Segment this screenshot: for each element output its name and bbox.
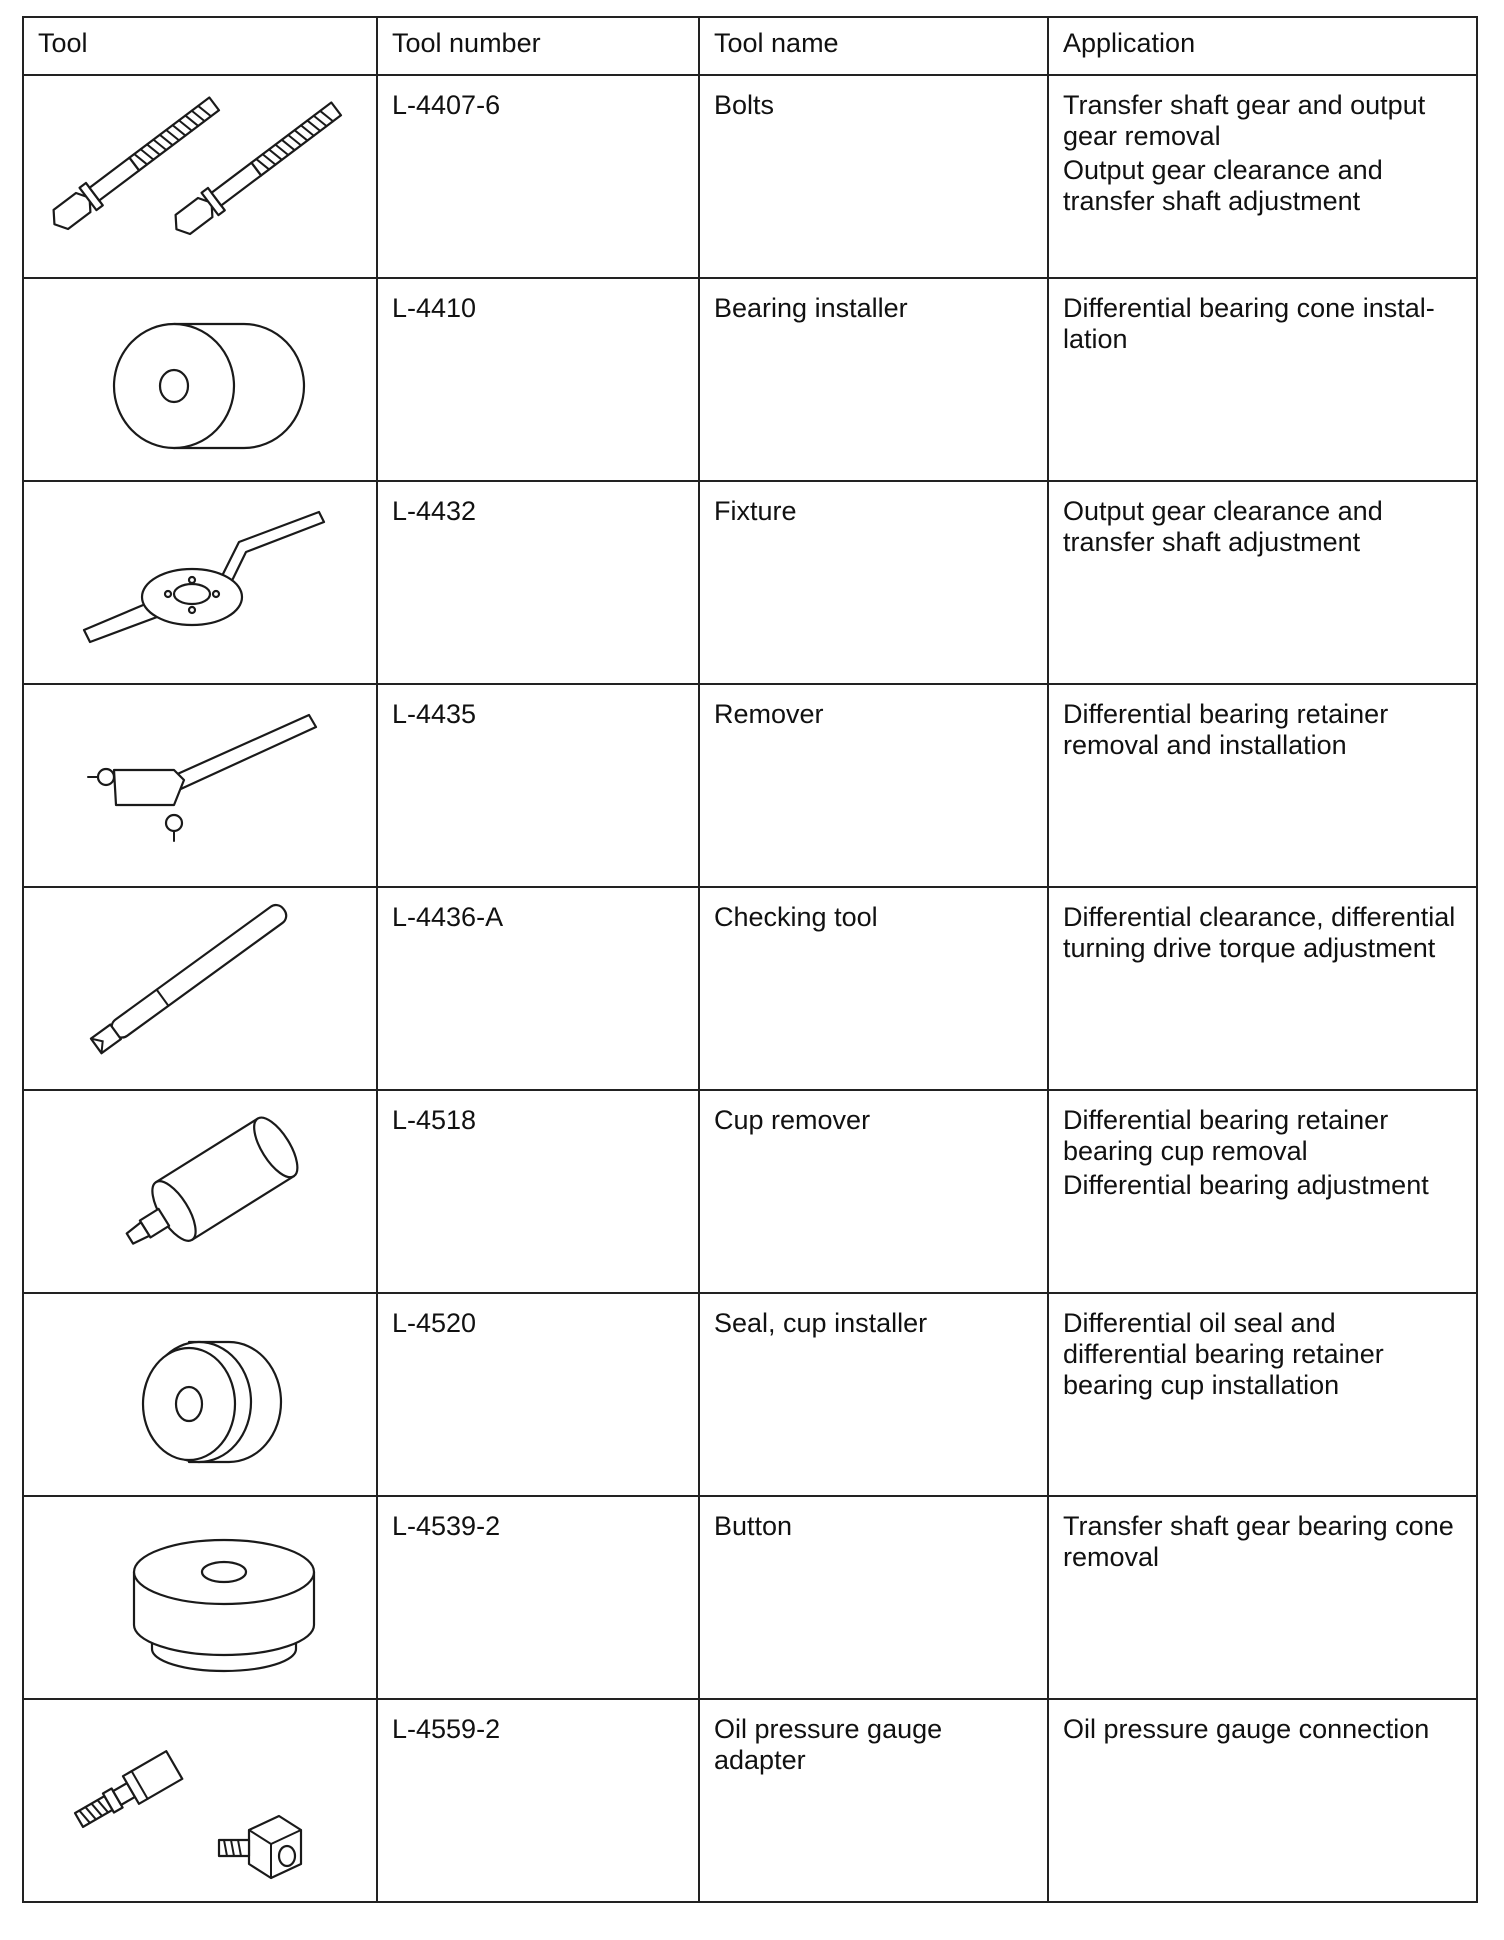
- tool-application: [1048, 887, 1477, 1090]
- tool-name: Checking tool: [699, 887, 1048, 1090]
- table-row: [23, 75, 1477, 278]
- table-row: [23, 1496, 1477, 1699]
- tool-application: [1048, 278, 1477, 481]
- application-line: Output gear clearance and transfer shaft adjustment: [1063, 155, 1383, 216]
- tool-illustration-cell: [23, 887, 377, 1090]
- tool-application: [1048, 481, 1477, 684]
- gauge-adapter-icon: [24, 1700, 376, 1900]
- header-application: Application: [1048, 17, 1477, 75]
- table-row: [23, 684, 1477, 887]
- tool-number: L-4407-6: [377, 75, 699, 278]
- tool-name: Cup remover: [699, 1090, 1048, 1293]
- tool-illustration-cell: [23, 1090, 377, 1293]
- tool-number: L-4520: [377, 1293, 699, 1496]
- tool-name: Remover: [699, 684, 1048, 887]
- tool-illustration-cell: [23, 1496, 377, 1699]
- special-tools-table: [22, 16, 1478, 1903]
- tool-number: L-4432: [377, 481, 699, 684]
- tool-application: [1048, 75, 1477, 278]
- table-row: [23, 1293, 1477, 1496]
- tool-application: [1048, 1699, 1477, 1902]
- application-line: Differential bearing cone instal-lation: [1063, 293, 1435, 354]
- tool-application: [1048, 1090, 1477, 1293]
- tool-name: Bolts: [699, 75, 1048, 278]
- tool-illustration-cell: [23, 1699, 377, 1902]
- table-row: [23, 1699, 1477, 1902]
- bolts-icon: [24, 76, 376, 276]
- tool-number: L-4435: [377, 684, 699, 887]
- application-line: Differential bearing retainer bearing cup removal: [1063, 1105, 1389, 1166]
- tool-name: Button: [699, 1496, 1048, 1699]
- tool-number: L-4539-2: [377, 1496, 699, 1699]
- seal-cup-installer-icon: [24, 1294, 376, 1494]
- cup-remover-icon: [24, 1091, 376, 1291]
- header-tool-name: Tool name: [699, 17, 1048, 75]
- tool-application: [1048, 1496, 1477, 1699]
- special-tools-table-sheet: [22, 16, 1476, 1903]
- tool-illustration-cell: [23, 75, 377, 278]
- table-row: [23, 887, 1477, 1090]
- application-line: Transfer shaft gear and output gear removal: [1063, 90, 1426, 151]
- tool-number: L-4559-2: [377, 1699, 699, 1902]
- button-icon: [24, 1497, 376, 1697]
- header-tool-number: Tool number: [377, 17, 699, 75]
- tool-number: L-4436-A: [377, 887, 699, 1090]
- application-line: Output gear clearance and transfer shaft adjustment: [1063, 496, 1383, 557]
- tool-illustration-cell: [23, 684, 377, 887]
- tool-application: [1048, 1293, 1477, 1496]
- table-row: [23, 278, 1477, 481]
- application-line: Transfer shaft gear bearing cone removal: [1063, 1511, 1454, 1572]
- checking-tool-icon: [24, 888, 376, 1088]
- tool-illustration-cell: [23, 1293, 377, 1496]
- tool-name: Oil pressure gauge adapter: [699, 1699, 1048, 1902]
- application-line: Differential bearing adjustment: [1063, 1170, 1429, 1200]
- tool-illustration-cell: [23, 481, 377, 684]
- application-line: Differential oil seal and differential bearing retainer bearing cup installation: [1063, 1308, 1384, 1400]
- header-tool: Tool: [23, 17, 377, 75]
- tool-name: Seal, cup installer: [699, 1293, 1048, 1496]
- tool-illustration-cell: [23, 278, 377, 481]
- fixture-icon: [24, 482, 376, 682]
- tool-application: [1048, 684, 1477, 887]
- tool-number: L-4518: [377, 1090, 699, 1293]
- tool-number: L-4410: [377, 278, 699, 481]
- table-row: [23, 481, 1477, 684]
- application-line: Differential clearance, differential turning drive torque adjustment: [1063, 902, 1456, 963]
- application-line: Differential bearing retainer removal and installation: [1063, 699, 1389, 760]
- remover-wrench-icon: [24, 685, 376, 885]
- table-header-row: [23, 17, 1477, 75]
- application-line: Oil pressure gauge connection: [1063, 1714, 1430, 1744]
- tool-name: Fixture: [699, 481, 1048, 684]
- bearing-installer-icon: [24, 279, 376, 479]
- table-row: [23, 1090, 1477, 1293]
- tool-name: Bearing installer: [699, 278, 1048, 481]
